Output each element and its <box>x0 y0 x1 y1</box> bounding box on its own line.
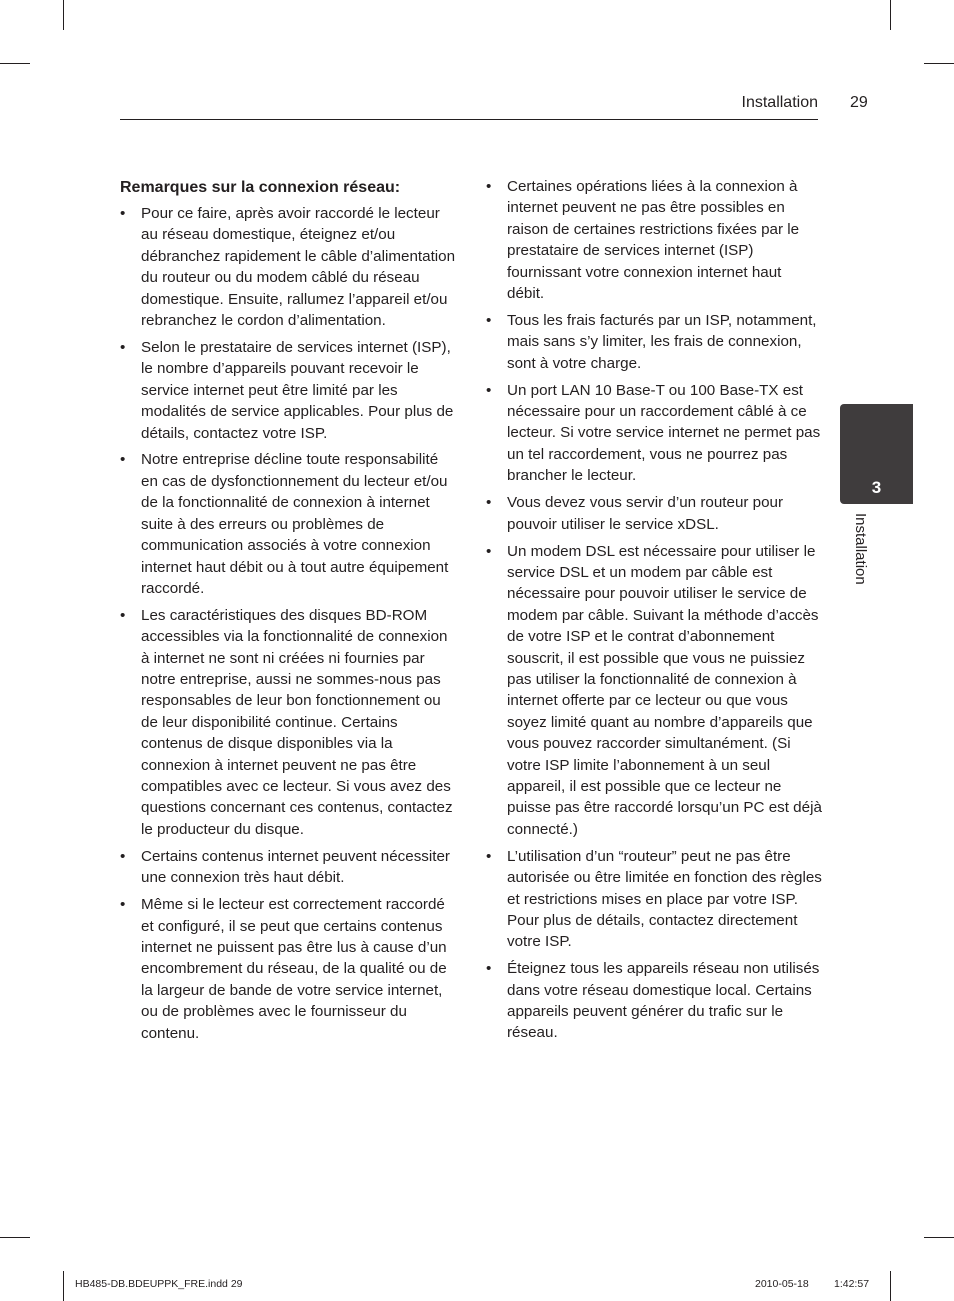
list-item <box>486 541 822 841</box>
list-item <box>120 203 456 331</box>
list-item-text: Notre entreprise décline toute responsabilité en cas de dysfonctionnement du lecteur et/ou de la fonctionnalité de connexion à internet suite à des erreurs ou problèmes de communication associés à votre connexion internet haut débit ou à tout autre équipement raccordé. <box>141 451 449 597</box>
bullet: • <box>486 381 492 399</box>
footer-filename: HB485-DB.BDEUPPK_FRE.indd 29 <box>75 1278 243 1290</box>
list-item <box>486 380 822 487</box>
list-item-text: L’utilisation d’un “routeur” peut ne pas être autorisée ou être limitée en fonction des règles et restrictions mises en place par votre ISP. Pour plus de détails, contactez directement votre ISP. <box>507 847 822 951</box>
list-item <box>486 492 822 535</box>
footer-date: 2010-05-18 <box>755 1278 809 1290</box>
chapter-tab-label: Installation <box>852 513 869 585</box>
list-item-text: Un modem DSL est nécessaire pour utiliser le service DSL et un modem par câble est nécessaire pour pouvoir utiliser le service de modem par câble. Suivant la méthode d’accès de votre ISP et le contrat d’abonnement souscrit, il est possible que vous ne puissiez pas utiliser la fonctionnalité de connexion à internet offerte par ce lecteur ou que vous soyez limité quant au nombre d’appareils que vous pouvez raccorder simultanément. (Si votre ISP limite l’abonnement à un seul appareil, il est possible que ce lecteur ne puisse pas être raccordé lorsqu’un PC est déjà connecté.) <box>507 542 822 838</box>
section-heading: Remarques sur la connexion réseau: <box>120 179 401 196</box>
notes-list-left <box>120 203 456 1044</box>
bullet: • <box>120 606 126 624</box>
bullet: • <box>486 178 492 195</box>
bullet: • <box>120 896 126 914</box>
list-item-text: Un port LAN 10 Base-T ou 100 Base-TX est nécessaire pour un raccordement câblé à ce lecteur. Si votre service internet ne permet pas un tel raccordement, vous ne pourrez pas brancher le lecteur. <box>507 381 821 485</box>
page-number: 29 <box>850 94 868 111</box>
list-item-text: Les caractéristiques des disques BD-ROM accessibles via la fonctionnalité de connexion à internet ne sont ni créées ni fournies par notre entreprise, aussi ne sommes-nous pas responsables de leur bon fonctionnement ou de leur disponibilité continue. Certains contenus de disque disponibles via la connexion à internet peuvent ne pas être compatibles avec ce lecteur. Si vous avez des questions concernant ces contenus, contactez le producteur du disque. <box>141 606 453 838</box>
crop-mark-bottom-right-horizontal <box>924 1237 954 1238</box>
list-item <box>120 846 456 889</box>
list-item <box>486 846 822 953</box>
right-column <box>486 176 822 1049</box>
crop-mark-bottom-left-horizontal <box>0 1237 30 1238</box>
notes-list-right <box>486 176 822 1044</box>
crop-mark-top-right-vertical <box>890 0 891 30</box>
bullet: • <box>486 847 492 865</box>
list-item-text: Pour ce faire, après avoir raccordé le lecteur au réseau domestique, éteignez et/ou débranchez rapidement le câble d’alimentation du routeur ou du modem câblé du réseau domestique. Ensuite, rallumez l’appareil et/ou rebranchez le cordon d’alimentation. <box>141 205 456 330</box>
running-header-section: Installation <box>741 94 818 111</box>
list-item-text: Éteignez tous les appareils réseau non utilisés dans votre réseau domestique local. Certains appareils peuvent générer du trafic sur le réseau. <box>507 960 820 1042</box>
crop-mark-top-left-horizontal <box>0 63 30 64</box>
list-item <box>486 176 822 304</box>
list-item-text: Certaines opérations liées à la connexion à internet peuvent ne pas être possibles en raison de certaines restrictions fixées par le prestataire de services internet (ISP) fournissant votre connexion internet haut débit. <box>507 178 800 303</box>
left-column <box>120 176 456 1049</box>
bullet: • <box>120 205 126 222</box>
list-item <box>120 449 456 599</box>
list-item-text: Même si le lecteur est correctement raccordé et configuré, il se peut que certains contenus internet ne puissent pas être lus à cause d’un encombrement du réseau, de la qualité ou de la largeur de bande de votre service internet, ou de problèmes avec le fournisseur du contenu. <box>141 896 447 1042</box>
list-item <box>486 310 822 374</box>
list-item-text: Vous devez vous servir d’un routeur pour pouvoir utiliser le service xDSL. <box>507 494 784 533</box>
chapter-tab <box>840 404 913 504</box>
bullet: • <box>486 494 492 512</box>
list-item-text: Certains contenus internet peuvent nécessiter une connexion très haut débit. <box>141 847 450 887</box>
header-rule <box>120 119 818 120</box>
crop-mark-top-left-vertical <box>63 0 64 30</box>
bullet: • <box>120 451 126 469</box>
crop-mark-bottom-left-vertical <box>63 1271 64 1301</box>
list-item <box>120 894 456 1044</box>
bullet: • <box>120 847 126 865</box>
crop-mark-top-right-horizontal <box>924 63 954 64</box>
list-item-text: Selon le prestataire de services internet (ISP), le nombre d’appareils pouvant recevoir le service internet peut être limité par les modalités de service applicables. Pour plus de détails, contactez votre ISP. <box>141 338 454 442</box>
footer-time: 1:42:57 <box>834 1278 870 1290</box>
chapter-number: 3 <box>871 478 882 497</box>
bullet: • <box>486 311 492 329</box>
list-item <box>486 958 822 1044</box>
list-item <box>120 337 456 444</box>
bullet: • <box>486 542 492 560</box>
list-item-text: Tous les frais facturés par un ISP, notamment, mais sans s’y limiter, les frais de connexion, sont à votre charge. <box>507 311 817 372</box>
bullet: • <box>120 338 126 356</box>
list-item <box>120 605 456 840</box>
bullet: • <box>486 960 492 978</box>
crop-mark-bottom-right-vertical <box>890 1271 891 1301</box>
